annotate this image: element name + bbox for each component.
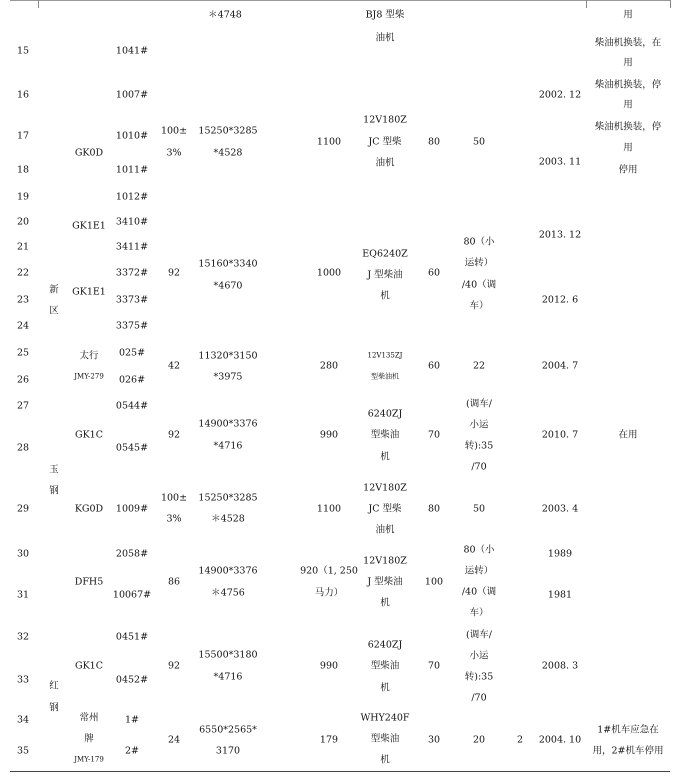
loco-power: 1100 xyxy=(316,136,342,148)
engine-model: 机 xyxy=(380,290,390,302)
row-number: 26 xyxy=(16,374,30,386)
loco-load: 运转） xyxy=(464,565,494,577)
row-number: 16 xyxy=(16,89,30,101)
engine-model: 油机 xyxy=(375,157,395,169)
loco-speed: 70 xyxy=(427,429,441,441)
loco-number: 0545# xyxy=(115,442,149,454)
engine-model: 油机 xyxy=(375,524,395,536)
loco-weight: 100± xyxy=(160,125,188,137)
commission-date: 2002. 12 xyxy=(538,89,582,101)
loco-load: 转):35 xyxy=(464,440,494,452)
loco-load: 50 xyxy=(472,136,486,148)
engine-model: 机 xyxy=(380,597,390,609)
row-number: 18 xyxy=(16,164,30,176)
loco-size: 6550*2565* xyxy=(199,724,257,736)
loco-size: 14900*3376 xyxy=(198,565,258,577)
loco-number: 1012# xyxy=(115,191,149,203)
row-number: 28 xyxy=(16,442,30,454)
row-number: 25 xyxy=(16,347,30,359)
mine-name: 红 xyxy=(49,680,59,692)
loco-size: 3170 xyxy=(215,745,241,757)
table-right-border xyxy=(670,0,671,8)
loco-load: /40（调 xyxy=(461,586,497,598)
loco-count: 2 xyxy=(516,734,524,746)
status-note: 1#机车应急在 xyxy=(597,724,659,736)
row-number: 34 xyxy=(16,714,30,726)
loco-load: /40（调 xyxy=(461,279,497,291)
commission-date: 2003. 4 xyxy=(541,503,579,515)
loco-model: DFH5 xyxy=(74,576,104,588)
loco-model: GK1C xyxy=(75,660,103,672)
engine-model: 12V180Z xyxy=(363,555,407,567)
loco-size: *4716 xyxy=(213,440,243,452)
engine-model: 6240ZJ xyxy=(367,639,403,651)
row-number: 35 xyxy=(16,745,30,757)
loco-load: 80（小 xyxy=(463,236,495,248)
loco-load: 小运 xyxy=(469,419,489,431)
loco-number: 0544# xyxy=(115,400,149,412)
engine-model: 12V135ZJ xyxy=(367,351,403,360)
loco-size: 15250*3285 xyxy=(198,492,258,504)
row-number: 24 xyxy=(16,320,30,332)
mine-name: 区 xyxy=(49,305,59,317)
loco-size: 15500*3180 xyxy=(198,649,258,661)
loco-size: *4716 xyxy=(213,671,243,683)
loco-number: 10067# xyxy=(112,589,152,601)
loco-size: 15250*3285 xyxy=(198,125,258,137)
loco-number: 1010# xyxy=(115,130,149,142)
loco-weight: 3% xyxy=(166,513,182,525)
loco-speed: 100 xyxy=(424,576,444,588)
engine-model: WHY240F xyxy=(360,712,410,724)
loco-number: 1011# xyxy=(115,164,149,176)
loco-size: 14900*3376 xyxy=(198,418,258,430)
loco-power: 920（1, 250 xyxy=(300,565,358,577)
loco-speed: 30 xyxy=(427,734,441,746)
loco-size: 11320*3150 xyxy=(198,350,258,362)
loco-power: 马力） xyxy=(314,587,344,599)
loco-number: 0452# xyxy=(115,674,149,686)
loco-load: 20 xyxy=(472,734,486,746)
loco-number: 2058# xyxy=(115,548,149,560)
loco-load: 小运 xyxy=(469,650,489,662)
loco-load: 车） xyxy=(469,607,489,619)
loco-load: /70 xyxy=(471,461,487,473)
engine-model: 机 xyxy=(380,682,390,694)
loco-load: 运转） xyxy=(464,257,494,269)
loco-model-code: JMY-279 xyxy=(74,372,104,381)
row-number: 15 xyxy=(16,45,30,57)
loco-number: 1# xyxy=(124,714,140,726)
loco-size: ＊4756 xyxy=(211,587,245,599)
commission-date: 2012. 6 xyxy=(541,294,579,306)
commission-date: 2013. 12 xyxy=(538,229,582,241)
engine-model: 12V180Z xyxy=(363,482,407,494)
loco-load: 车） xyxy=(469,300,489,312)
loco-load: 80（小 xyxy=(463,544,495,556)
mine-name: 钢 xyxy=(49,485,59,497)
loco-model-code: JMY-179 xyxy=(74,755,104,764)
status-note: 用 xyxy=(623,99,633,111)
row-number: 32 xyxy=(16,631,30,643)
loco-weight: 86 xyxy=(167,576,181,588)
loco-model: GK0D xyxy=(74,147,104,159)
engine-model: J 型柴油 xyxy=(367,576,403,588)
loco-power: 990 xyxy=(319,429,339,441)
engine-model: 机 xyxy=(380,451,390,463)
loco-number: 1007# xyxy=(115,89,149,101)
loco-model: 常州 xyxy=(79,712,99,724)
commission-date: 2003. 11 xyxy=(538,156,582,168)
loco-number: 0451# xyxy=(115,631,149,643)
engine-model: JC 型柴 xyxy=(368,136,402,148)
loco-model: GK1E1 xyxy=(72,286,106,298)
status-note: 用，2#机车停用 xyxy=(592,745,664,757)
row-number: 33 xyxy=(16,674,30,686)
status-note: 柴油机换装，停 xyxy=(594,79,662,91)
loco-model: GK1E1 xyxy=(72,220,106,232)
loco-power: 990 xyxy=(319,660,339,672)
loco-number: 3410# xyxy=(115,216,149,228)
status-note: 柴油机换装，在 xyxy=(594,37,662,49)
engine-model: 型柴油 xyxy=(370,660,400,672)
loco-load: /70 xyxy=(471,692,487,704)
loco-power: 280 xyxy=(319,360,339,372)
row-number: 19 xyxy=(16,191,30,203)
row-number: 21 xyxy=(16,241,30,253)
loco-speed: 60 xyxy=(427,360,441,372)
status-note: 用 xyxy=(623,57,633,69)
row-number: 27 xyxy=(16,400,30,412)
engine-model: EQ6240Z xyxy=(362,248,408,260)
status-note: 停用 xyxy=(618,164,638,176)
loco-number: 1009# xyxy=(115,503,149,515)
loco-number: 3375# xyxy=(115,320,149,332)
loco-load: 转):35 xyxy=(464,671,494,683)
row-number: 31 xyxy=(16,589,30,601)
engine-model: J 型柴油 xyxy=(367,269,403,281)
commission-date: 2008. 3 xyxy=(541,660,579,672)
row-number: 17 xyxy=(16,130,30,142)
status-note: 用 xyxy=(623,142,633,154)
loco-load: (调车/ xyxy=(466,629,492,641)
table-column-divider-right xyxy=(586,0,587,8)
loco-weight: 24 xyxy=(167,734,181,746)
status-note: 在用 xyxy=(618,429,638,441)
loco-number: 1041# xyxy=(115,45,149,57)
loco-speed: 80 xyxy=(427,136,441,148)
loco-model: 太行 xyxy=(79,350,99,362)
loco-power: 179 xyxy=(319,734,339,746)
loco-speed: 70 xyxy=(427,660,441,672)
table-bottom-border xyxy=(10,771,670,772)
loco-weight: 100± xyxy=(160,492,188,504)
loco-power: 1100 xyxy=(316,503,342,515)
loco-size: *4670 xyxy=(213,280,243,292)
loco-size: 15160*3340 xyxy=(198,258,258,270)
loco-power: 1000 xyxy=(316,267,342,279)
engine-model: 6240ZJ xyxy=(367,408,403,420)
loco-number: 026# xyxy=(118,374,146,386)
status-note: 柴油机换装，停 xyxy=(594,121,662,133)
loco-number: 3411# xyxy=(115,241,149,253)
cell-engine: 油机 xyxy=(375,32,395,44)
mine-name: 玉 xyxy=(49,464,59,476)
loco-speed: 80 xyxy=(427,503,441,515)
loco-weight: 3% xyxy=(166,147,182,159)
commission-date: 1989 xyxy=(547,548,573,560)
table-top-border xyxy=(10,0,670,1)
commission-date: 2010. 7 xyxy=(541,429,579,441)
engine-model: 12V180Z xyxy=(363,114,407,126)
mine-name: 新 xyxy=(49,284,59,296)
commission-date: 2004. 7 xyxy=(541,360,579,372)
commission-date: 1981 xyxy=(547,589,573,601)
loco-load: 22 xyxy=(472,360,486,372)
cell-note: 用 xyxy=(623,9,633,21)
row-number: 20 xyxy=(16,216,30,228)
loco-number: 2# xyxy=(124,745,140,757)
loco-weight: 92 xyxy=(167,660,181,672)
loco-model: 牌 xyxy=(84,733,94,745)
engine-model: 型柴油 xyxy=(370,429,400,441)
loco-weight: 92 xyxy=(167,429,181,441)
loco-load: 50 xyxy=(472,503,486,515)
engine-model: 型柴油 xyxy=(370,733,400,745)
loco-weight: 42 xyxy=(167,360,181,372)
row-number: 23 xyxy=(16,294,30,306)
loco-model: KG0D xyxy=(74,503,104,515)
loco-number: 3372# xyxy=(115,267,149,279)
loco-model: GK1C xyxy=(75,429,103,441)
row-number: 22 xyxy=(16,267,30,279)
cell-size: ＊4748 xyxy=(208,9,242,21)
loco-number: 025# xyxy=(118,347,146,359)
table-column-divider-left xyxy=(38,0,39,8)
commission-date: 2004. 10 xyxy=(538,734,582,746)
loco-load: (调车/ xyxy=(466,398,492,410)
mine-name: 钢 xyxy=(49,702,59,714)
loco-weight: 92 xyxy=(167,267,181,279)
row-number: 29 xyxy=(16,503,30,515)
loco-size: ＊4528 xyxy=(211,513,245,525)
loco-size: *4528 xyxy=(213,147,243,159)
engine-model: 型柴油机 xyxy=(371,372,399,381)
row-number: 30 xyxy=(16,548,30,560)
cell-engine: BJ8 型柴 xyxy=(365,9,405,21)
loco-number: 3373# xyxy=(115,294,149,306)
engine-model: 机 xyxy=(380,754,390,766)
loco-size: *3975 xyxy=(213,371,243,383)
engine-model: JC 型柴 xyxy=(368,503,402,515)
loco-speed: 60 xyxy=(427,267,441,279)
